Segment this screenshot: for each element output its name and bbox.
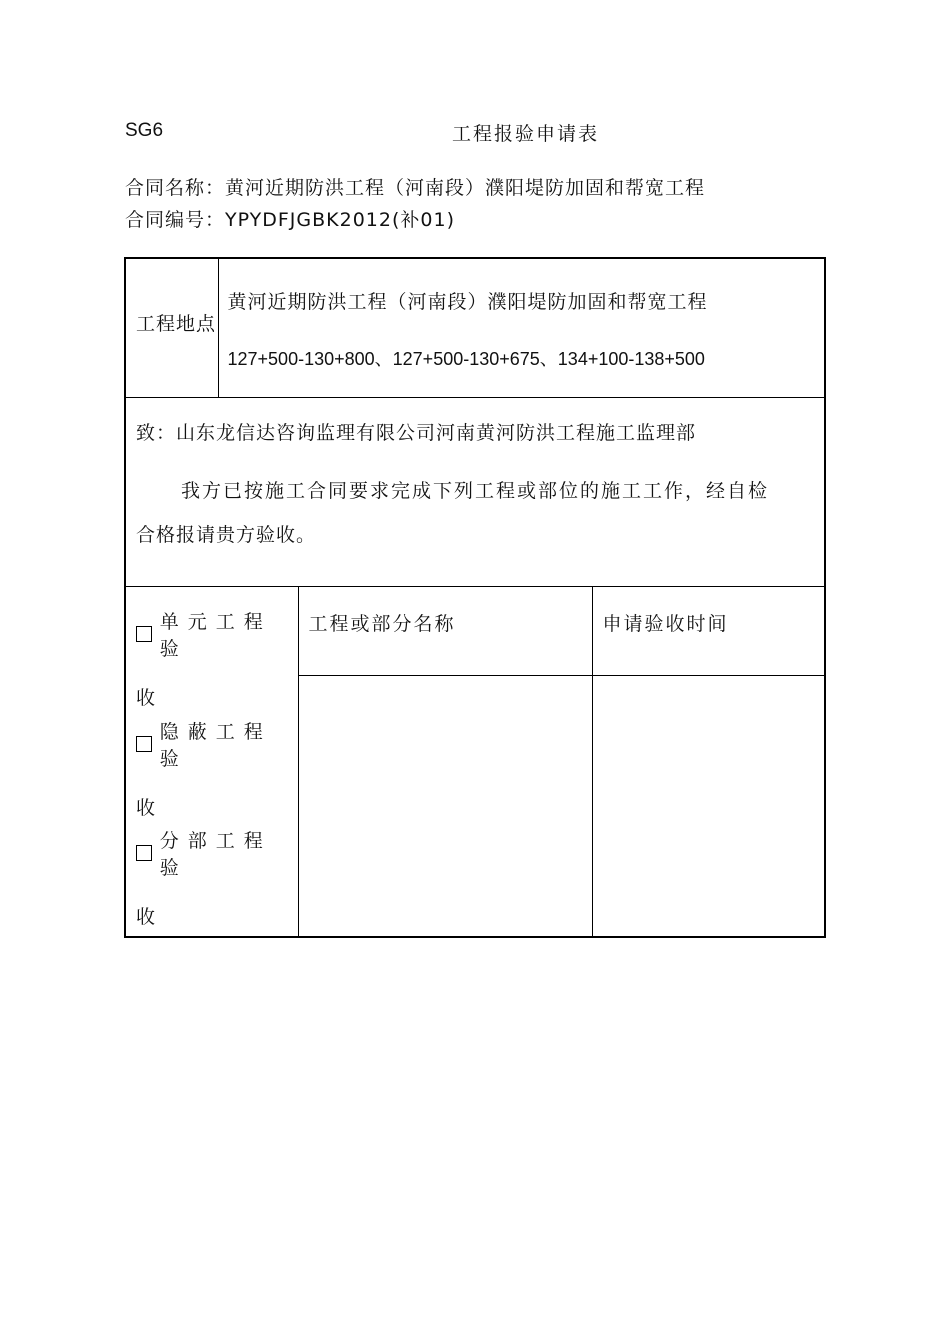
site-stations: 127+500-130+800、127+500-130+675、134+100-138+500 [227, 349, 705, 369]
check-label: 隐蔽工程验 [159, 721, 272, 770]
inspection-form-table [124, 257, 826, 938]
site-value-cell [218, 258, 825, 398]
check-label-tail: 收 [136, 906, 156, 928]
page-title: 工程报验申请表 [452, 123, 600, 145]
check-unit-inspection[interactable] [136, 607, 298, 710]
check-label: 分部工程验 [159, 830, 272, 879]
column-header-name [298, 587, 592, 676]
letter-body-line-2: 合格报请贵方验收。 [136, 524, 317, 546]
site-label-cell [125, 258, 218, 398]
letter-cell [125, 398, 825, 587]
inspection-type-cell [125, 587, 298, 938]
column-header-row [125, 587, 825, 676]
check-concealed-inspection[interactable] [136, 717, 298, 820]
contract-number: 合同编号：YPYDFJGBK2012(补01) [125, 209, 455, 231]
checkbox-unit-inspection[interactable] [136, 626, 152, 642]
check-label-tail: 收 [136, 797, 156, 819]
letter-row [125, 398, 825, 587]
letter-body-line-1: 我方已按施工合同要求完成下列工程或部位的施工工作，经自检 [181, 480, 770, 502]
column-header-time-label: 申请验收时间 [602, 613, 729, 635]
form-code: SG6 [125, 120, 164, 141]
checkbox-subdivision-inspection[interactable] [136, 845, 152, 861]
site-row [125, 258, 825, 398]
column-header-name-label: 工程或部分名称 [308, 613, 456, 635]
check-label-tail: 收 [136, 687, 156, 709]
site-project-name: 黄河近期防洪工程（河南段）濮阳堤防加固和帮宽工程 [227, 291, 708, 313]
entry-name-cell[interactable] [298, 676, 592, 938]
column-header-time [592, 587, 825, 676]
check-subdivision-inspection[interactable] [136, 826, 298, 929]
entry-time-cell[interactable] [592, 676, 825, 938]
site-label: 工程地点 [136, 313, 217, 335]
addressee-line: 致：山东龙信达咨询监理有限公司河南黄河防洪工程施工监理部 [136, 422, 697, 444]
checkbox-concealed-inspection[interactable] [136, 736, 152, 752]
contract-name: 合同名称：黄河近期防洪工程（河南段）濮阳堤防加固和帮宽工程 [125, 177, 706, 199]
check-label: 单元工程验 [159, 611, 272, 660]
